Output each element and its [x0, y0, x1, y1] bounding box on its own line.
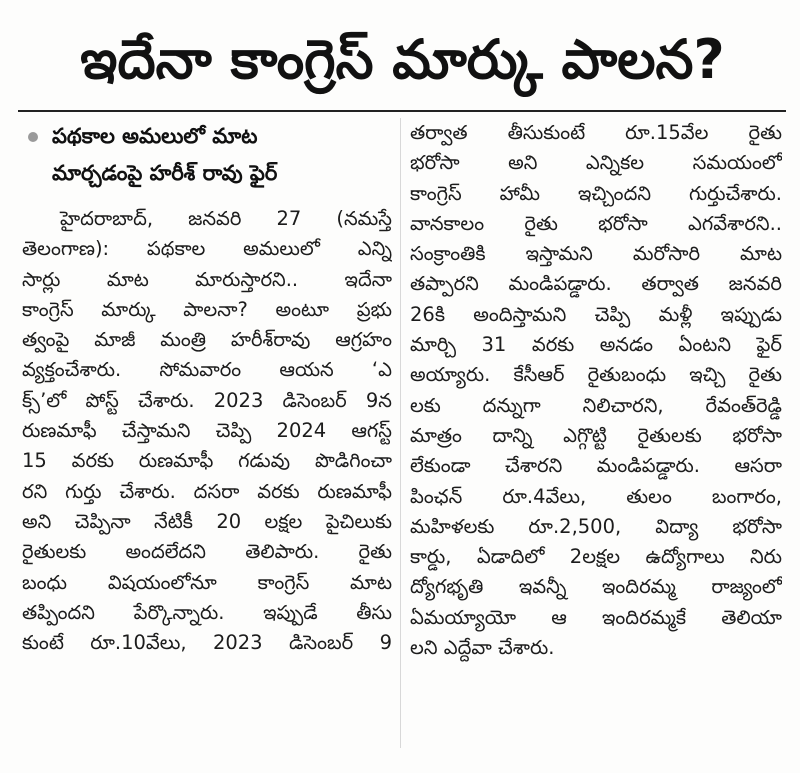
right-column-body	[410, 118, 782, 663]
text-line: కాంగ్రెస్ హామీ ఇచ్చిందని గుర్తుచేశారు.	[410, 181, 782, 205]
text-line: త్వంపై మాజీ మంత్రి హరీశ్‌రావు ఆగ్రహం	[22, 328, 392, 352]
text-line: తర్వాత తీసుకుంటే రూ.15వేల రైతు	[410, 121, 782, 144]
text-line: పింఛన్ రూ.4వేలు, తులం బంగారం,	[410, 484, 782, 508]
text-line: లేకుండా చేశారని మండిపడ్డారు. ఆసరా	[410, 454, 782, 478]
subheadline	[22, 118, 392, 192]
text-line: బంధు విషయంలోనూ కాంగ్రెస్ మాట	[22, 570, 392, 594]
text-line: లకు దన్నుగా నిలిచారని, రేవంత్‌రెడ్డి	[410, 393, 782, 417]
text-line: రైతులకు అందలేదని తెలిపారు. రైతు	[22, 540, 392, 564]
text-line: ద్యోగభృతి ఇవన్నీ ఇందిరమ్మ రాజ్యంలో	[410, 575, 782, 599]
text-line: తెలంగాణ): పథకాల అమలులో ఎన్ని	[22, 237, 392, 261]
text-line: మహిళలకు రూ.2,500, విద్యా భరోసా	[410, 514, 782, 538]
right-column	[410, 118, 782, 663]
text-line: రని గుర్తు చేశారు. దసరా వరకు రుణమాఫీ	[22, 479, 392, 503]
text-line: తప్పారని మండిపడ్డారు. తర్వాత జనవరి	[410, 272, 782, 296]
text-line: మార్చి 31 వరకు అనడం ఏంటని ఫైర్	[410, 333, 782, 357]
text-line: ఏమయ్యాయో ఆ ఇందిరమ్మకే తెలియా	[410, 605, 782, 629]
text-line: లని ఎద్దేవా చేశారు.	[410, 636, 555, 660]
text-line: కుంటే రూ.10వేలు, 2023 డిసెంబర్ 9	[22, 631, 392, 655]
left-column	[22, 118, 392, 658]
text-line: వ్యక్తంచేశారు. సోమవారం ఆయన ‘ఎ	[22, 358, 392, 382]
text-line: రుణమాఫీ చేస్తామని చెప్పి 2024 ఆగస్ట్	[22, 419, 392, 443]
column-divider	[400, 118, 401, 748]
text-line: క్స్’లో పోస్ట్ చేశారు. 2023 డిసెంబర్ 9న	[22, 388, 392, 412]
text-line: కాంగ్రెస్ మార్కు పాలనా? అంటూ ప్రభు	[22, 297, 392, 321]
text-line: కార్డు, ఏడాదిలో 2లక్షల ఉద్యోగాలు నిరు	[410, 545, 782, 569]
text-line: వానకాలం రైతు భరోసా ఎగవేశారని..	[410, 211, 782, 235]
left-column-body	[22, 204, 392, 658]
text-line: హైదరాబాద్, జనవరి 27 (నమస్తే	[60, 207, 392, 230]
text-line: అని చెప్పినా నేటికీ 20 లక్షల పైచిలుకు	[22, 509, 392, 533]
text-line: 15 వరకు రుణమాఫీ గడువు పొడిగించా	[22, 449, 392, 473]
text-line: 26కి అందిస్తామని చెప్పి మళ్లీ ఇప్పుడు	[410, 302, 782, 326]
subheadline-line: మార్చడంపై హరీశ్ రావు ఫైర్	[52, 161, 278, 185]
text-line: తప్పిందని పేర్కొన్నారు. ఇప్పుడే తీసు	[22, 600, 392, 624]
text-line: అయ్యారు. కేసీఆర్ రైతుబంధు ఇచ్చి రైతు	[410, 363, 782, 387]
headline: ఇదేనా కాంగ్రెస్ మార్కు పాలన?	[80, 28, 725, 91]
text-line: మాత్రం దాన్ని ఎగ్గొట్టి రైతులకు భరోసా	[410, 423, 782, 447]
bullet-icon	[28, 132, 38, 142]
text-line: సంక్రాంతికి ఇస్తామని మరోసారి మాట	[410, 242, 782, 266]
headline-rule	[18, 110, 786, 112]
subheadline-line: పథకాల అమలులో మాట	[52, 124, 258, 148]
text-line: భరోసా అని ఎన్నికల సమయంలో	[410, 151, 782, 175]
text-line: సార్లు మాట మారుస్తారని.. ఇదేనా	[22, 267, 392, 291]
